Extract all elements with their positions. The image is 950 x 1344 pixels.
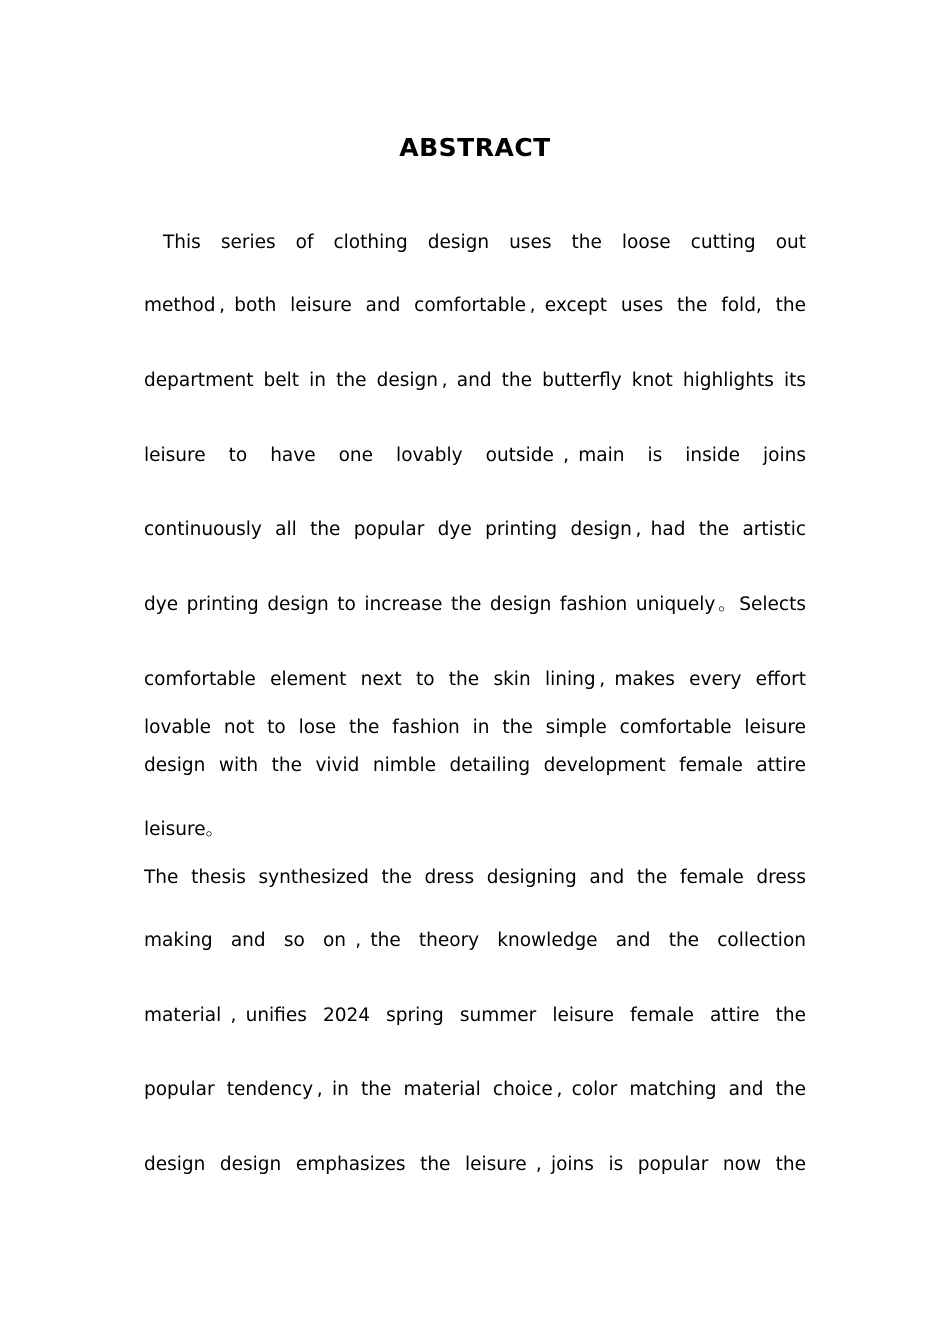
paragraph-1-line-3: department belt in the design , and the butterfly knot highlights its (144, 370, 806, 391)
paragraph-1-line-4: leisure to have one lovably outside , main is inside joins (144, 445, 806, 466)
paragraph-1-line-5: continuously all the popular dye printing design , had the artistic (144, 519, 806, 540)
paragraph-1-line-9: design with the vivid nimble detailing development female attire (144, 755, 806, 776)
paragraph-1-line-2: method , both leisure and comfortable , except uses the fold, the (144, 295, 806, 316)
paragraph-2-line-1: The thesis synthesized the dress designing and the female dress (144, 867, 806, 888)
paragraph-1-line-8: lovable not to lose the fashion in the simple comfortable leisure (144, 717, 806, 738)
paragraph-1-line-10: leisure。 (144, 819, 225, 840)
paragraph-1-line-6: dye printing design to increase the design fashion uniquely。Selects (144, 594, 806, 615)
paragraph-1-line-1: This series of clothing design uses the loose cutting out (163, 232, 806, 253)
abstract-title: ABSTRACT (399, 133, 551, 162)
paragraph-2-line-5: design design emphasizes the leisure , joins is popular now the (144, 1154, 806, 1175)
paragraph-1-line-7: comfortable element next to the skin lining , makes every effort (144, 669, 806, 690)
paragraph-2-line-2: making and so on , the theory knowledge and the collection (144, 930, 806, 951)
paragraph-2-line-3: material , unifies 2024 spring summer leisure female attire the (144, 1005, 806, 1026)
paragraph-2-line-4: popular tendency , in the material choice , color matching and the (144, 1079, 806, 1100)
